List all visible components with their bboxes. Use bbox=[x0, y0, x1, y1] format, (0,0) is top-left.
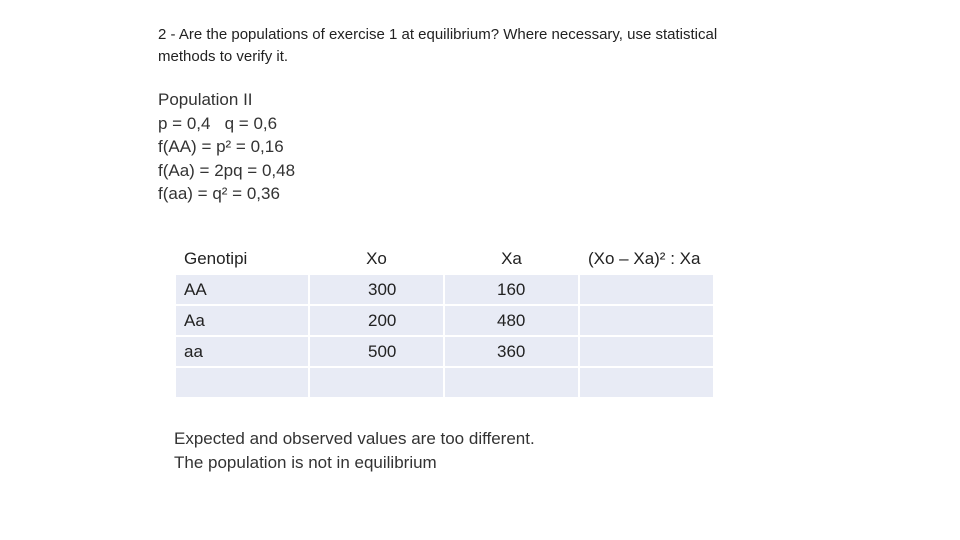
cell-xo: 500 bbox=[309, 336, 444, 367]
conclusion-line-1: Expected and observed values are too different. bbox=[174, 429, 535, 448]
allele-frequencies: p = 0,4 q = 0,6 bbox=[158, 113, 278, 133]
table-row bbox=[175, 274, 714, 305]
conclusion-line-2: The population is not in equilibrium bbox=[174, 453, 437, 472]
question-line-2: methods to verify it. bbox=[158, 48, 289, 65]
header-xo: Xo bbox=[309, 243, 444, 274]
table-row bbox=[175, 305, 714, 336]
table-header-row bbox=[175, 243, 714, 274]
cell-chi-square bbox=[579, 305, 714, 336]
table-row bbox=[175, 336, 714, 367]
cell-chi-square bbox=[579, 336, 714, 367]
cell-xo: 200 bbox=[309, 305, 444, 336]
cell-xa: 480 bbox=[444, 305, 579, 336]
header-xa: Xa bbox=[444, 243, 579, 274]
frequency-aa: f(aa) = q² = 0,36 bbox=[158, 184, 280, 203]
conclusion-text bbox=[174, 427, 535, 475]
cell-chi-square bbox=[579, 274, 714, 305]
cell-xa: 160 bbox=[444, 274, 579, 305]
cell-xo: 300 bbox=[309, 274, 444, 305]
cell-genotype bbox=[175, 367, 309, 398]
population-title: Population II bbox=[158, 90, 253, 109]
header-chi-square: (Xo – Xa)² : Xa bbox=[579, 243, 714, 274]
cell-xo bbox=[309, 367, 444, 398]
frequency-AA: f(AA) = p² = 0,16 bbox=[158, 137, 284, 156]
population-block bbox=[158, 88, 295, 206]
cell-xa: 360 bbox=[444, 336, 579, 367]
cell-chi-square bbox=[579, 367, 714, 398]
cell-genotype: AA bbox=[175, 274, 309, 305]
table-row bbox=[175, 367, 714, 398]
cell-xa bbox=[444, 367, 579, 398]
cell-genotype: Aa bbox=[175, 305, 309, 336]
frequency-Aa: f(Aa) = 2pq = 0,48 bbox=[158, 160, 296, 180]
question-line-1: 2 - Are the populations of exercise 1 at equilibrium? Where necessary, use statistical bbox=[158, 26, 718, 43]
question-text bbox=[158, 24, 798, 68]
genotype-table bbox=[174, 242, 715, 399]
cell-genotype: aa bbox=[175, 336, 309, 367]
header-genotipi: Genotipi bbox=[175, 243, 309, 274]
